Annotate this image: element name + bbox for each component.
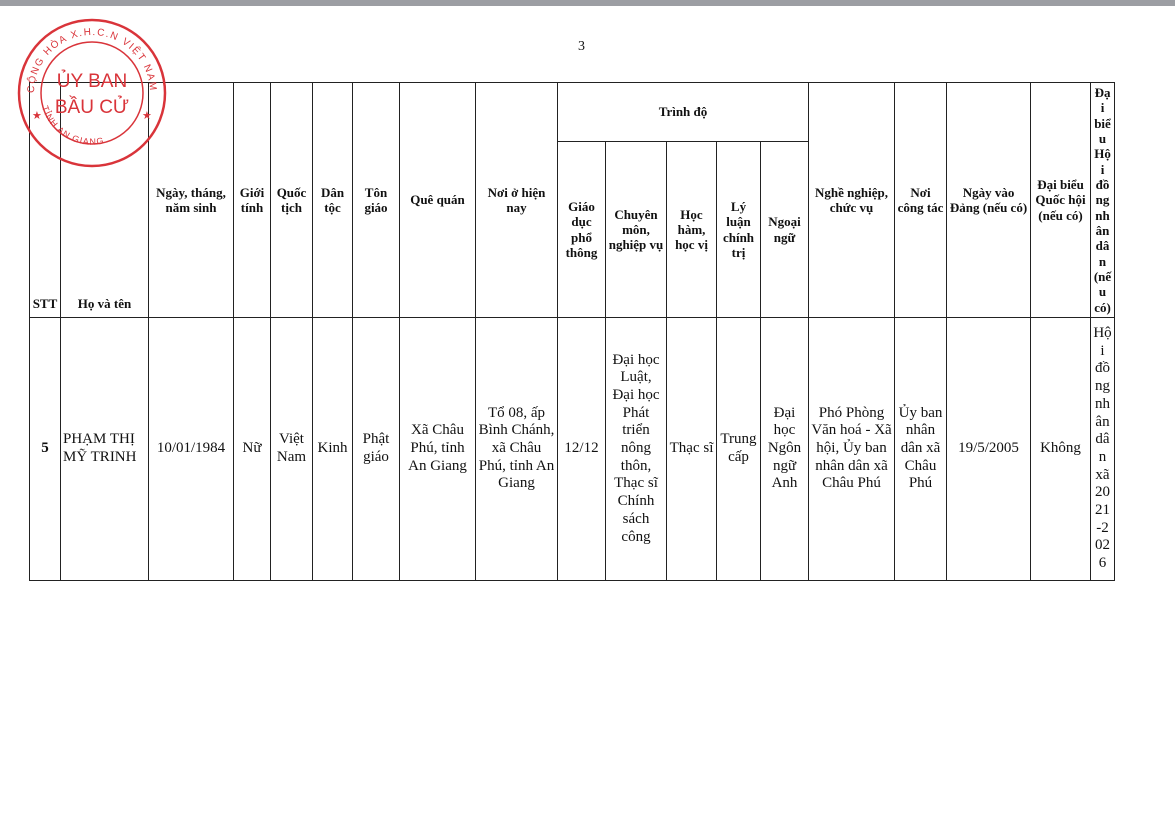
header-edu-degree: Học hàm, học vị	[667, 142, 717, 318]
header-gender: Giới tính	[234, 83, 271, 318]
table-row	[30, 317, 1115, 580]
cell-edu-degree: Thạc sĩ	[667, 317, 717, 580]
header-edu-language: Ngoại ngữ	[761, 142, 809, 318]
header-residence: Nơi ở hiện nay	[476, 83, 558, 318]
header-council-delegate: Đại biểu Hội đồng nhân dân (nếu có)	[1091, 83, 1115, 318]
header-workplace: Nơi công tác	[895, 83, 947, 318]
stamp-line2: BẦU CỬ	[54, 97, 130, 118]
header-edu-general: Giáo dục phổ thông	[558, 142, 606, 318]
stamp-star-left: ★	[32, 110, 42, 122]
cell-edu-general: 12/12	[558, 317, 606, 580]
stamp-line1: ỦY BAN	[56, 71, 128, 92]
header-party-date: Ngày vào Đảng (nếu có)	[947, 83, 1031, 318]
header-ethnicity: Dân tộc	[313, 83, 353, 318]
header-hometown: Quê quán	[400, 83, 476, 318]
cell-workplace: Ủy ban nhân dân xã Châu Phú	[895, 317, 947, 580]
header-edu-political: Lý luận chính trị	[717, 142, 761, 318]
cell-ethnicity: Kinh	[313, 317, 353, 580]
cell-name: PHẠM THỊ MỸ TRINH	[61, 317, 149, 580]
cell-edu-professional: Đại học Luật, Đại học Phát triển nông thôn, Thạc sĩ Chính sách công	[606, 317, 667, 580]
cell-stt: 5	[30, 317, 61, 580]
header-occupation: Nghề nghiệp, chức vụ	[809, 83, 895, 318]
cell-na-delegate: Không	[1031, 317, 1091, 580]
cell-party-date: 19/5/2005	[947, 317, 1031, 580]
cell-edu-political: Trung cấp	[717, 317, 761, 580]
cell-nationality: Việt Nam	[271, 317, 313, 580]
cell-occupation: Phó Phòng Văn hoá - Xã hội, Ủy ban nhân dân xã Châu Phú	[809, 317, 895, 580]
stamp-ring-text: CỘNG HÒA X.H.C.N VIỆT NAM	[25, 26, 159, 94]
stamp-star-right: ★	[142, 110, 152, 122]
header-nationality: Quốc tịch	[271, 83, 313, 318]
cell-residence: Tổ 08, ấp Bình Chánh, xã Châu Phú, tỉnh An Giang	[476, 317, 558, 580]
header-dob: Ngày, tháng, năm sinh	[149, 83, 234, 318]
cell-religion: Phật giáo	[353, 317, 400, 580]
scan-top-edge	[0, 0, 1175, 6]
header-education-group: Trình độ	[558, 83, 809, 142]
stamp-bottom-text: TỈNH AN GIANG	[40, 104, 106, 147]
candidate-table	[29, 82, 1115, 581]
cell-gender: Nữ	[234, 317, 271, 580]
header-name: Họ và tên	[61, 83, 149, 318]
header-stt: STT	[30, 83, 61, 318]
header-religion: Tôn giáo	[353, 83, 400, 318]
header-edu-professional: Chuyên môn, nghiệp vụ	[606, 142, 667, 318]
header-na-delegate: Đại biểu Quốc hội (nếu có)	[1031, 83, 1091, 318]
header-row-1	[30, 83, 1115, 142]
election-committee-stamp	[16, 17, 168, 169]
cell-council-delegate: Hội đồng nhân dân xã 2021-2026	[1091, 317, 1115, 580]
cell-edu-language: Đại học Ngôn ngữ Anh	[761, 317, 809, 580]
cell-dob: 10/01/1984	[149, 317, 234, 580]
cell-hometown: Xã Châu Phú, tỉnh An Giang	[400, 317, 476, 580]
page-number: 3	[578, 39, 585, 54]
